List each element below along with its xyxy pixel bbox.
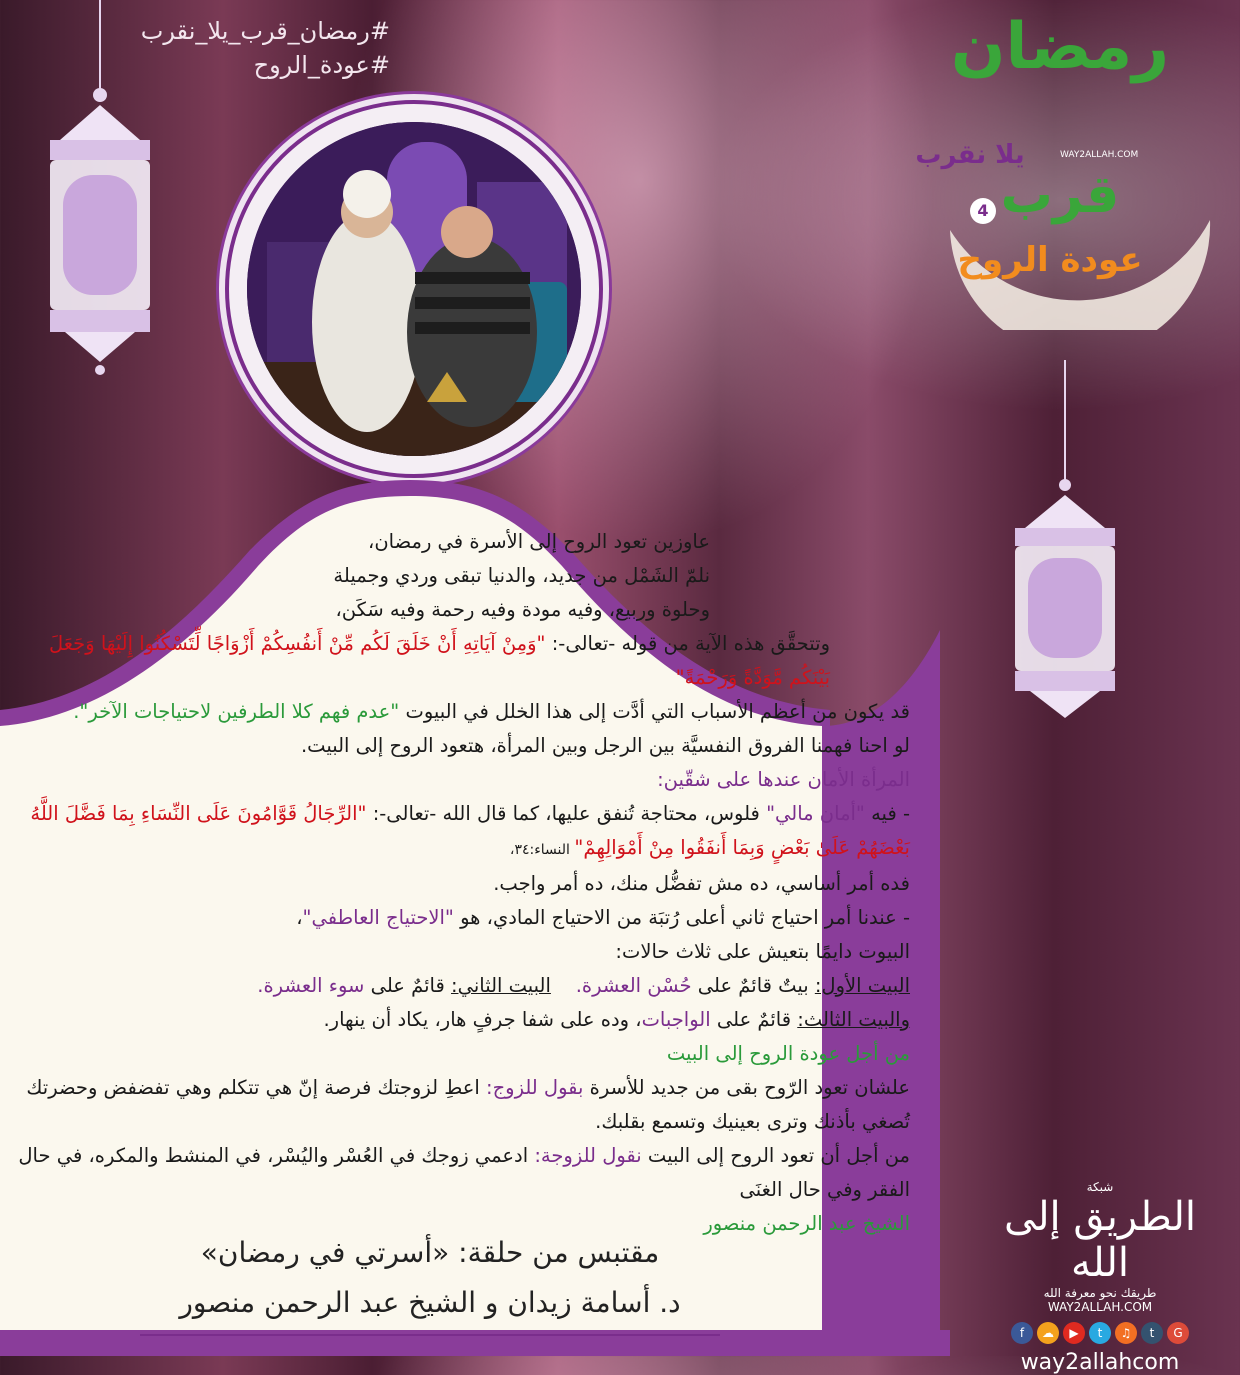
cause-highlight: "عدم فهم كلا الطرفين لاحتياجات الآخر".	[73, 700, 400, 723]
cloud-icon[interactable]: ☁	[1037, 1322, 1059, 1344]
verse1-text: "وَمِنْ آيَاتِهِ أَنْ خَلَقَ لَكُم مِّنْ أَنفُسِكُمْ أَزْوَاجًا لِّتَسْكُنُوا إِلَيْهَا وَجَعَلَ بَيْنَكُم مَّوَدَّةً وَرَحْمَةً"	[48, 632, 830, 689]
wife-text: ادعمي زوجك في العُسْر واليُسْر، في المنشط والمكره، في حال الفقر وفي حال الغنَى	[18, 1144, 910, 1201]
wife-paragraph	[10, 1139, 910, 1207]
money-end: فده أمر أساسي، ده مش تفضُّل منك، ده أمر واجب.	[493, 872, 910, 895]
youtube-icon[interactable]: ▶	[1063, 1322, 1085, 1344]
verse2-text: "الرِّجَالُ قَوَّامُونَ عَلَى النِّسَاءِ بِمَا فَضَّلَ اللَّهُ بَعْضَهُمْ عَلَىٰ بَعْضٍ وَبِمَا أَنفَقُوا مِنْ أَمْوَالِهِمْ"	[30, 802, 910, 859]
way2allah-brand	[980, 1180, 1220, 1375]
diff-line: لو احنا فهمنا الفروق النفسيَّة بين الرجل وبين المرأة، هتعود الروح إلى البيت.	[300, 734, 910, 757]
house3-b: الواجبات	[641, 1008, 711, 1031]
house1-a: بيتٌ قائمٌ على	[691, 974, 815, 997]
intro-line-3: وحلوة وربيع، وفيه مودة وفيه رحمة وفيه سَكَن،	[335, 598, 710, 621]
logo-qarrib-text: قرب	[1000, 165, 1120, 225]
houses-line-2	[10, 1003, 910, 1037]
intro-line-1: عاوزين تعود الروح إلى الأسرة في رمضان،	[368, 530, 710, 553]
wife-lead: من أجل أن تعود الروح إلى البيت	[641, 1144, 910, 1167]
cause-paragraph	[10, 695, 910, 729]
safety-title: المرأة الأمان عندها على شقّين:	[657, 768, 910, 791]
houses-line-1	[10, 969, 910, 1003]
logo-number-badge: 4	[970, 198, 996, 224]
citation-line-1: مقتبس من حلقة: «أسرتي في رمضان»	[200, 1236, 660, 1269]
brand-domain: WAY2ALLAH.COM	[1047, 1300, 1153, 1314]
facebook-icon[interactable]: f	[1011, 1322, 1033, 1344]
intro-line-2: نلمّ الشَمْل من جديد، والدنيا تبقى وردي وجميلة	[333, 564, 710, 587]
money-lead: - فيه	[864, 802, 910, 825]
logo-site-text: WAY2ALLAH.COM	[1060, 150, 1139, 160]
emotional-lead: - عندنا أمر احتياج ثاني أعلى رُتبَة من الاحتياج المادي، هو	[453, 906, 910, 929]
brand-small: شبكة	[1086, 1180, 1114, 1194]
citation-line-2: د. أسامة زيدان و الشيخ عبد الرحمن منصور	[179, 1286, 681, 1319]
verse1-lead: وتتحقَّق هذه الآية من قوله -تعالى-:	[545, 632, 830, 655]
house1-b: حُسْن العشرة.	[575, 974, 692, 997]
cause-lead: قد يكون من أعظم الأسباب التي أدَّت إلى هذا الخلل في البيوت	[399, 700, 910, 723]
citation-footer	[120, 1228, 740, 1336]
episode-photo-frame	[225, 100, 603, 478]
social-icons	[980, 1322, 1220, 1344]
ramadan-campaign-logo	[890, 0, 1230, 330]
house3-label: والبيت الثالث:	[797, 1008, 910, 1031]
footer-divider	[140, 1334, 720, 1336]
emotional-highlight: "الاحتياج العاطفي"	[302, 906, 454, 929]
brand-url[interactable]: way2allahcom	[1020, 1350, 1180, 1375]
brand-name: الطريق إلى الله	[1003, 1194, 1197, 1286]
brand-tagline: طريقك نحو معرفة الله	[1043, 1286, 1157, 1300]
husband-lead: علشان تعود الرّوح بقى من جديد للأسرة	[583, 1076, 910, 1099]
episode-photo	[247, 122, 581, 456]
logo-awdat-text: عودة الروح	[957, 240, 1143, 280]
hashtag-1: #رمضان_قرب_يلا_نقرب	[140, 17, 390, 45]
house3-a: قائمٌ على	[710, 1008, 798, 1031]
verse2-ref: النساء:٣٤،	[509, 842, 575, 858]
emotional-end: ،	[296, 906, 303, 929]
emotional-paragraph	[10, 901, 910, 935]
house2-a: قائمٌ على	[364, 974, 451, 997]
article-body	[10, 525, 910, 1241]
verse1-paragraph	[10, 627, 910, 695]
lantern-left-icon	[25, 0, 175, 380]
money-mid: فلوس، محتاجة تُنفق عليها، كما قال الله -تعالى-:	[366, 802, 767, 825]
husband-paragraph	[10, 1071, 910, 1139]
signature: الشيخ عبد الرحمن منصور	[703, 1212, 910, 1235]
house2-label: البيت الثاني:	[451, 974, 551, 997]
house2-b: سوء العشرة.	[257, 974, 365, 997]
twitter-icon[interactable]: t	[1089, 1322, 1111, 1344]
section2-title: من أجل عودة الروح إلى البيت	[666, 1042, 910, 1065]
soundcloud-icon[interactable]: ♫	[1115, 1322, 1137, 1344]
money-paragraph	[10, 797, 910, 867]
hashtag-2: #عودة_الروح	[253, 51, 390, 79]
wife-label: نقول للزوجة:	[534, 1144, 642, 1167]
husband-text: اعطِ لزوجتك فرصة إنّ هي تتكلم وهي تفضفض وحضرتك تُصغي بأذنك وترى بعينيك وتسمع بقلبك.	[26, 1076, 910, 1133]
logo-yalla-text: يلا نقرب	[915, 140, 1025, 170]
logo-ramadan-text: رمضان	[950, 10, 1170, 84]
money-highlight: "أمان مالي"	[766, 802, 865, 825]
house1-label: البيت الأول:	[814, 974, 910, 997]
houses-intro: البيوت دايمًا بتعيش على ثلاث حالات:	[615, 940, 910, 963]
tumblr-icon[interactable]: t	[1141, 1322, 1163, 1344]
lantern-right-icon	[1000, 360, 1130, 740]
googleplus-icon[interactable]: G	[1167, 1322, 1189, 1344]
house3-c: ، وده على شفا جرفٍ هار، يكاد أن ينهار.	[323, 1008, 642, 1031]
husband-label: بقول للزوج:	[486, 1076, 584, 1099]
